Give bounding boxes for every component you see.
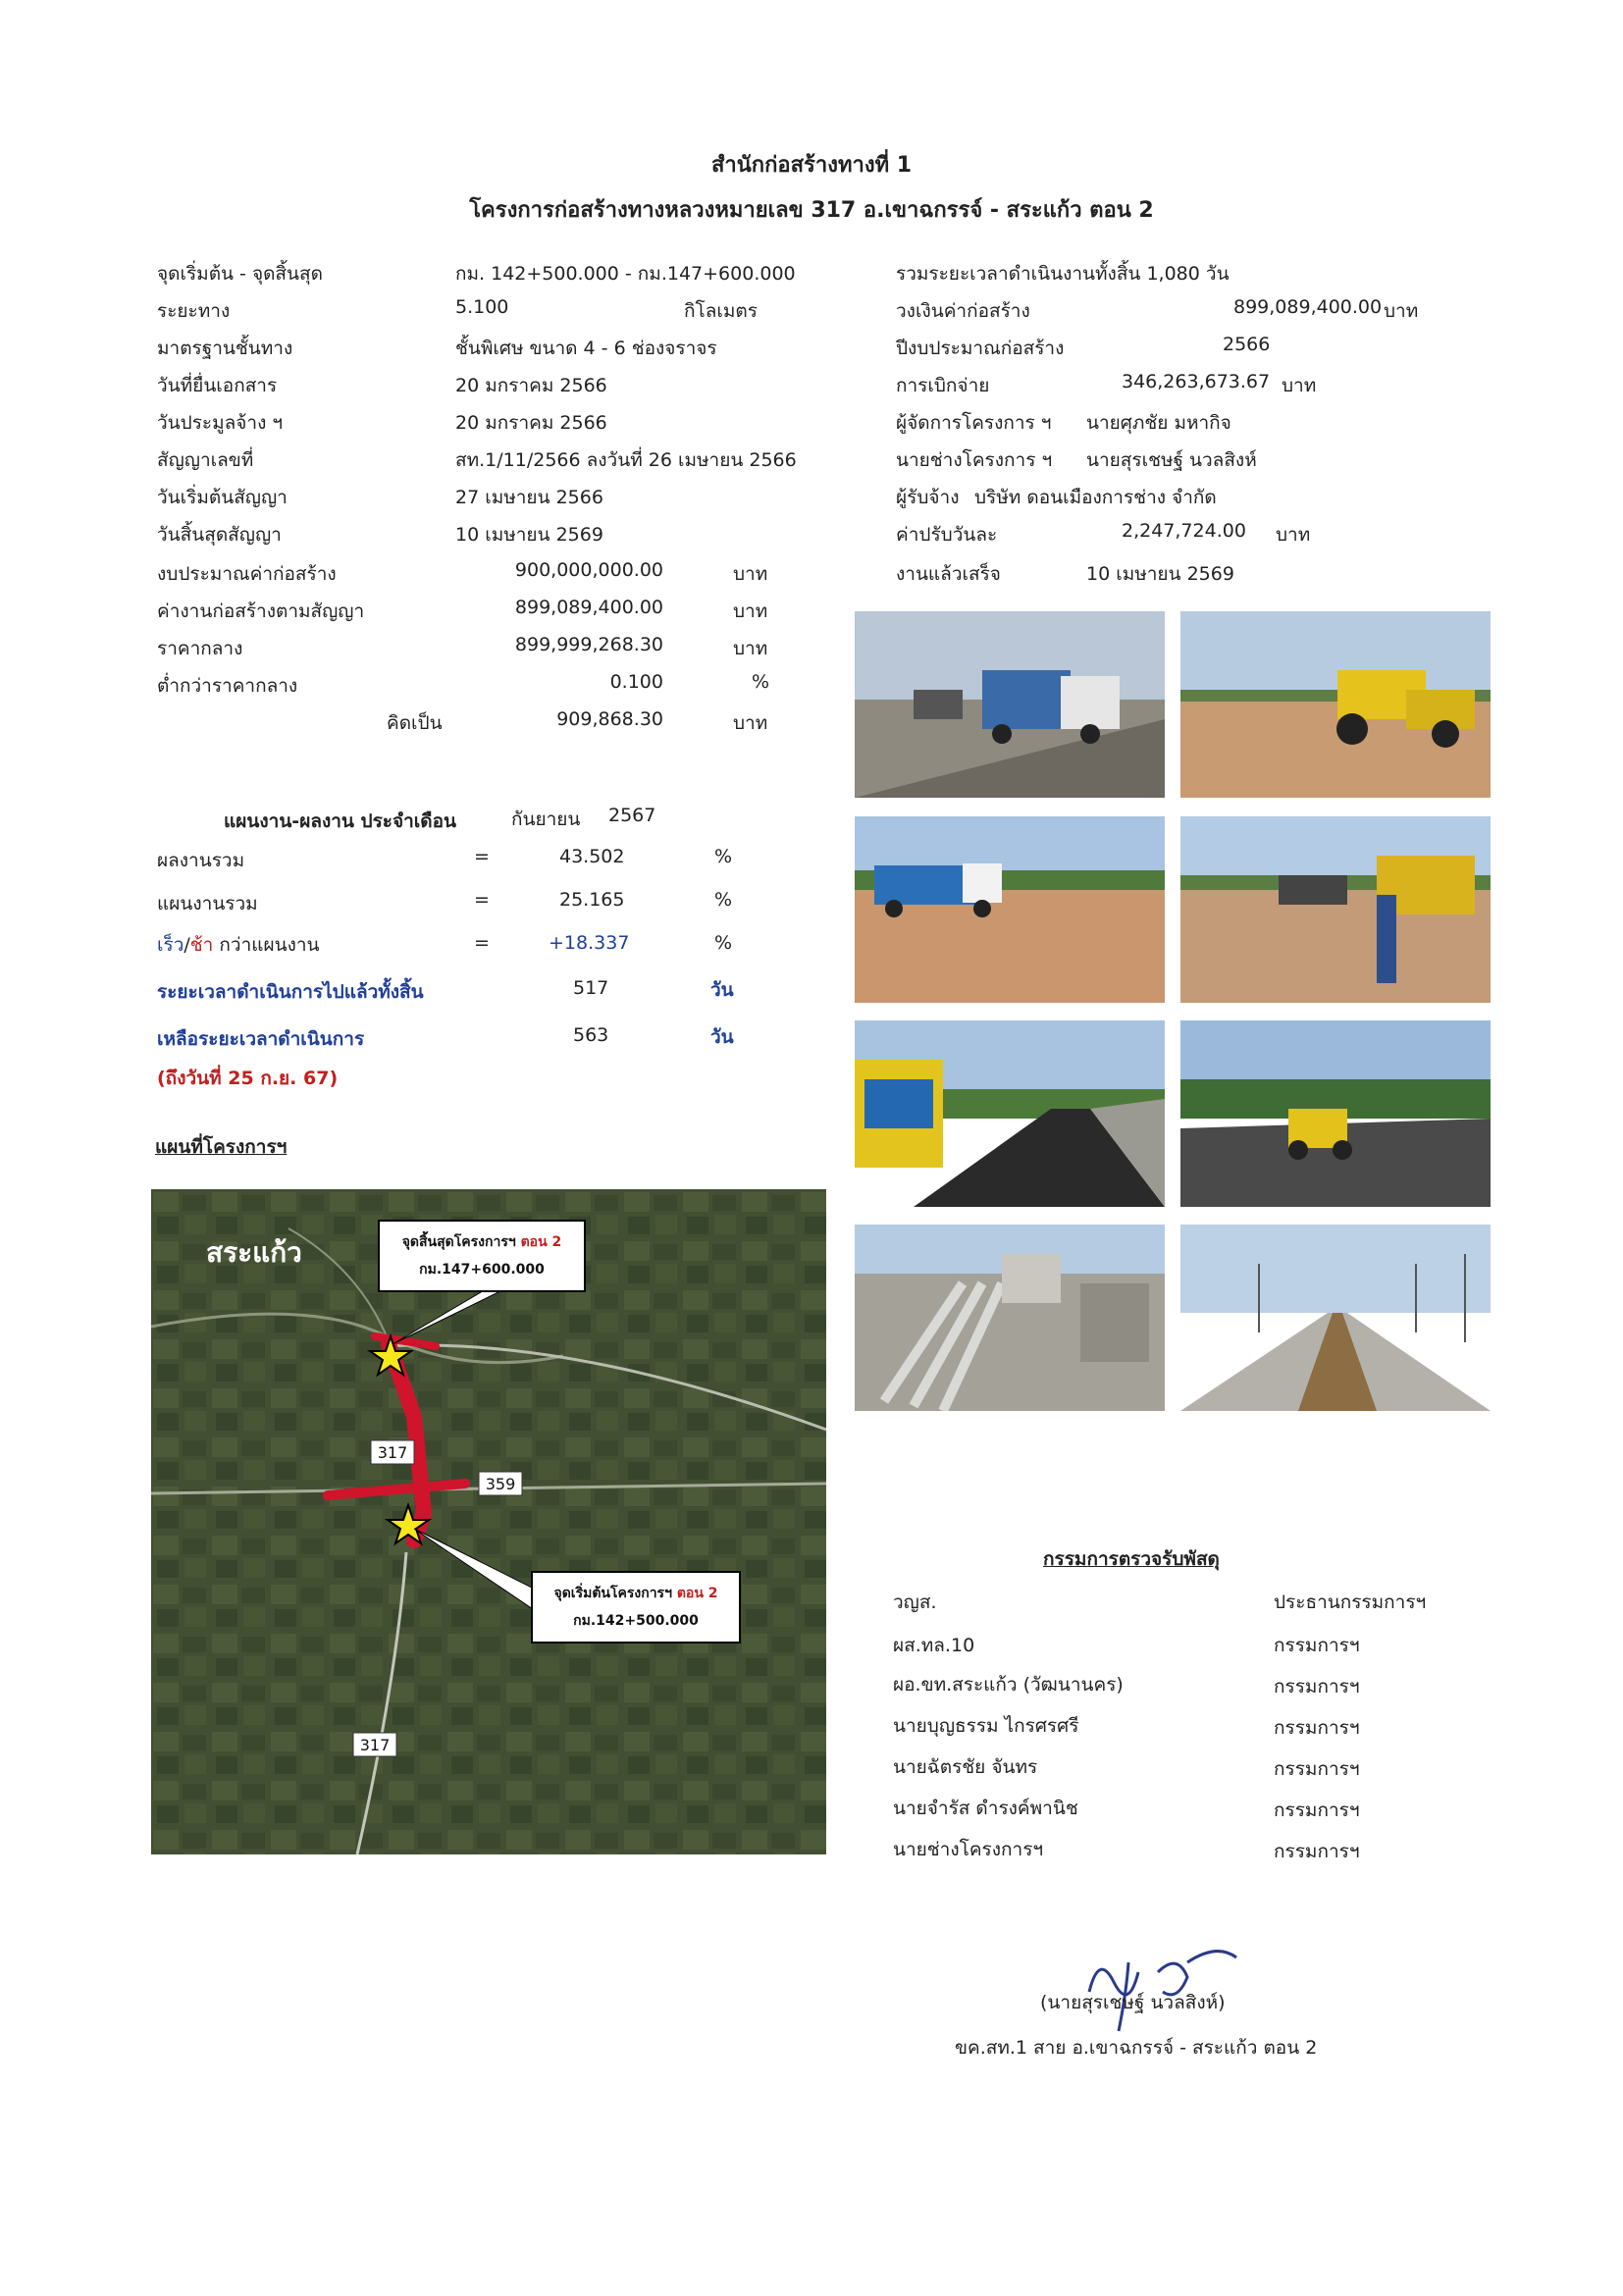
info-label: วันที่ยื่นเอกสาร	[157, 375, 278, 396]
budget-value: 899,089,400.00	[514, 597, 663, 618]
committee-member-role: กรรมการฯ	[1274, 1717, 1360, 1739]
committee-member-name: วญส.	[893, 1592, 937, 1613]
equals-sign: =	[474, 846, 490, 867]
right-label: การเบิกจ่าย	[896, 375, 990, 396]
slash-text: /	[183, 934, 190, 956]
committee-member-role: กรรมการฯ	[1274, 1758, 1360, 1780]
budget-label: ค่างานก่อสร้างตามสัญญา	[157, 600, 365, 622]
info-value: กม. 142+500.000 - กม.147+600.000	[455, 263, 796, 285]
budget-value: 0.100	[609, 671, 663, 693]
progress-heading: แผนงาน-ผลงาน ประจำเดือน	[224, 810, 457, 832]
committee-member-role: กรรมการฯ	[1274, 1676, 1360, 1697]
info-label: สัญญาเลขที่	[157, 449, 254, 471]
progress-label: แผนงานรวม	[157, 893, 258, 914]
info-label: วันสิ้นสุดสัญญา	[157, 524, 282, 546]
start-callout-box	[532, 1572, 740, 1643]
fast-slow-label	[157, 930, 320, 960]
right-value: 899,089,400.00	[1233, 296, 1383, 318]
site-photo	[1180, 1225, 1491, 1411]
progress-year: 2567	[608, 805, 656, 826]
info-value: สท.1/11/2566 ลงวันที่ 26 เมษายน 2566	[455, 449, 797, 471]
remaining-unit: วัน	[710, 1026, 734, 1048]
elapsed-label: ระยะเวลาดำเนินการไปแล้วทั้งสิ้น	[157, 981, 424, 1003]
budget-value: 909,868.30	[556, 708, 663, 730]
budget-value: 899,999,268.30	[514, 634, 663, 655]
as-of-date: (ถึงวันที่ 25 ก.ย. 67)	[157, 1068, 339, 1089]
site-photo	[855, 611, 1165, 798]
progress-month: กันยายน	[511, 809, 581, 830]
project-title: โครงการก่อสร้างทางหลวงหมายเลข 317 อ.เขาฉกรรจ์ - สระแก้ว ตอน 2	[469, 198, 1154, 223]
site-photo	[855, 816, 1165, 1003]
end-callout-box	[379, 1221, 585, 1291]
committee-member-name: นายจำรัส ดำรงค์พานิช	[893, 1798, 1078, 1819]
fast-text: เร็ว	[157, 934, 184, 956]
handwritten-signature	[1070, 1933, 1246, 2041]
signatory-position: ขค.สท.1 สาย อ.เขาฉกรรจ์ - สระแก้ว ตอน 2	[955, 2037, 1318, 2059]
budget-unit: %	[752, 671, 770, 693]
map-heading: แผนที่โครงการฯ	[155, 1136, 288, 1158]
right-label: นายช่างโครงการ ฯ	[896, 449, 1053, 471]
right-label: ปีงบประมาณก่อสร้าง	[896, 338, 1065, 359]
elapsed-value: 517	[573, 977, 609, 999]
route-shield-317: 317	[377, 1443, 408, 1462]
project-map	[151, 1189, 826, 1854]
route-shield-317-south: 317	[359, 1736, 391, 1754]
progress-value: 25.165	[559, 889, 625, 911]
right-value: นายศุภชัย มหากิจ	[1086, 412, 1231, 434]
right-value: 10 เมษายน 2569	[1086, 563, 1234, 585]
info-value: 20 มกราคม 2566	[455, 375, 607, 396]
elapsed-unit: วัน	[710, 979, 734, 1001]
info-label: ระยะทาง	[157, 300, 231, 322]
budget-label: คิดเป็น	[387, 712, 443, 734]
budget-unit: บาท	[733, 712, 768, 734]
remaining-label: เหลือระยะเวลาดำเนินการ	[157, 1028, 365, 1050]
info-value: 5.100	[455, 296, 509, 318]
committee-member-role: กรรมการฯ	[1274, 1800, 1360, 1821]
diff-value: +18.337	[549, 932, 630, 954]
committee-member-role: กรรมการฯ	[1274, 1841, 1360, 1862]
site-photo	[1180, 611, 1491, 798]
start-callout-km: กม.142+500.000	[573, 1613, 699, 1629]
info-label: จุดเริ่มต้น - จุดสิ้นสุด	[157, 263, 323, 285]
budget-label: งบประมาณค่าก่อสร้าง	[157, 563, 337, 585]
satellite-map	[151, 1189, 826, 1854]
right-value: 2,247,724.00	[1122, 520, 1246, 542]
budget-value: 900,000,000.00	[514, 559, 663, 581]
committee-member-name: นายช่างโครงการฯ	[893, 1839, 1044, 1860]
progress-unit: %	[714, 846, 733, 867]
committee-member-name: ผส.ทล.10	[893, 1635, 975, 1656]
info-unit: กิโลเมตร	[684, 300, 758, 322]
info-value: 10 เมษายน 2569	[455, 524, 603, 546]
right-label: ค่าปรับวันละ	[896, 524, 998, 546]
compare-text: กว่าแผนงาน	[213, 934, 320, 956]
committee-member-role: ประธานกรรมการฯ	[1274, 1592, 1427, 1613]
office-title: สำนักก่อสร้างทางที่ 1	[710, 153, 913, 178]
budget-label: ราคากลาง	[157, 638, 243, 659]
right-unit: บาท	[1282, 375, 1317, 396]
budget-label: ต่ำกว่าราคากลาง	[157, 675, 298, 697]
diff-unit: %	[714, 932, 733, 954]
slow-text: ช้า	[189, 934, 214, 956]
right-label: ผู้รับจ้าง	[896, 487, 960, 508]
site-photo	[855, 1020, 1165, 1207]
info-label: วันเริ่มต้นสัญญา	[157, 487, 288, 508]
right-unit: บาท	[1384, 300, 1419, 322]
route-shield-359: 359	[485, 1475, 516, 1493]
committee-member-role: กรรมการฯ	[1274, 1635, 1360, 1656]
committee-member-name: ผอ.ขท.สระแก้ว (วัฒนานคร)	[893, 1674, 1124, 1696]
right-unit: บาท	[1276, 524, 1311, 546]
end-callout-km: กม.147+600.000	[419, 1262, 545, 1278]
site-photo	[1180, 816, 1491, 1003]
info-value: ชั้นพิเศษ ขนาด 4 - 6 ช่องจราจร	[455, 338, 717, 359]
site-photo	[1180, 1020, 1491, 1207]
info-value: 20 มกราคม 2566	[455, 412, 607, 434]
info-label: วันประมูลจ้าง ฯ	[157, 412, 284, 434]
committee-heading: กรรมการตรวจรับพัสดุ	[1043, 1548, 1220, 1570]
right-value: 2566	[1223, 334, 1271, 355]
progress-value: 43.502	[559, 846, 625, 867]
right-label: วงเงินค่าก่อสร้าง	[896, 300, 1030, 322]
info-value: 27 เมษายน 2566	[455, 487, 603, 508]
progress-label: ผลงานรวม	[157, 850, 245, 871]
right-value: 346,263,673.67	[1122, 371, 1271, 392]
equals-sign: =	[474, 932, 490, 954]
right-label: ผู้จัดการโครงการ ฯ	[896, 412, 1052, 434]
progress-unit: %	[714, 889, 733, 911]
equals-sign: =	[474, 889, 490, 911]
committee-member-name: นายฉัตรชัย จันทร	[893, 1756, 1038, 1778]
budget-unit: บาท	[733, 600, 768, 622]
committee-member-name: นายบุญธรรม ไกรศรศรี	[893, 1715, 1079, 1737]
budget-unit: บาท	[733, 638, 768, 659]
budget-unit: บาท	[733, 563, 768, 585]
right-label: รวมระยะเวลาดำเนินงานทั้งสิ้น 1,080 วัน	[896, 263, 1230, 285]
right-value: นายสุรเชษฐ์ นวลสิงห์	[1086, 449, 1257, 471]
start-callout-text: จุดเริ่มต้นโครงการฯ ตอน 2	[553, 1586, 718, 1601]
site-photo	[855, 1225, 1165, 1411]
signatory-name: (นายสุรเชษฐ์ นวลสิงห์)	[1040, 1992, 1226, 2013]
remaining-value: 563	[573, 1024, 609, 1046]
town-label: สระแก้ว	[206, 1236, 302, 1269]
info-label: มาตรฐานชั้นทาง	[157, 338, 293, 359]
end-callout-text: จุดสิ้นสุดโครงการฯ ตอน 2	[401, 1234, 562, 1250]
right-value: บริษัท ดอนเมืองการช่าง จำกัด	[974, 487, 1217, 508]
right-label: งานแล้วเสร็จ	[896, 563, 1001, 585]
